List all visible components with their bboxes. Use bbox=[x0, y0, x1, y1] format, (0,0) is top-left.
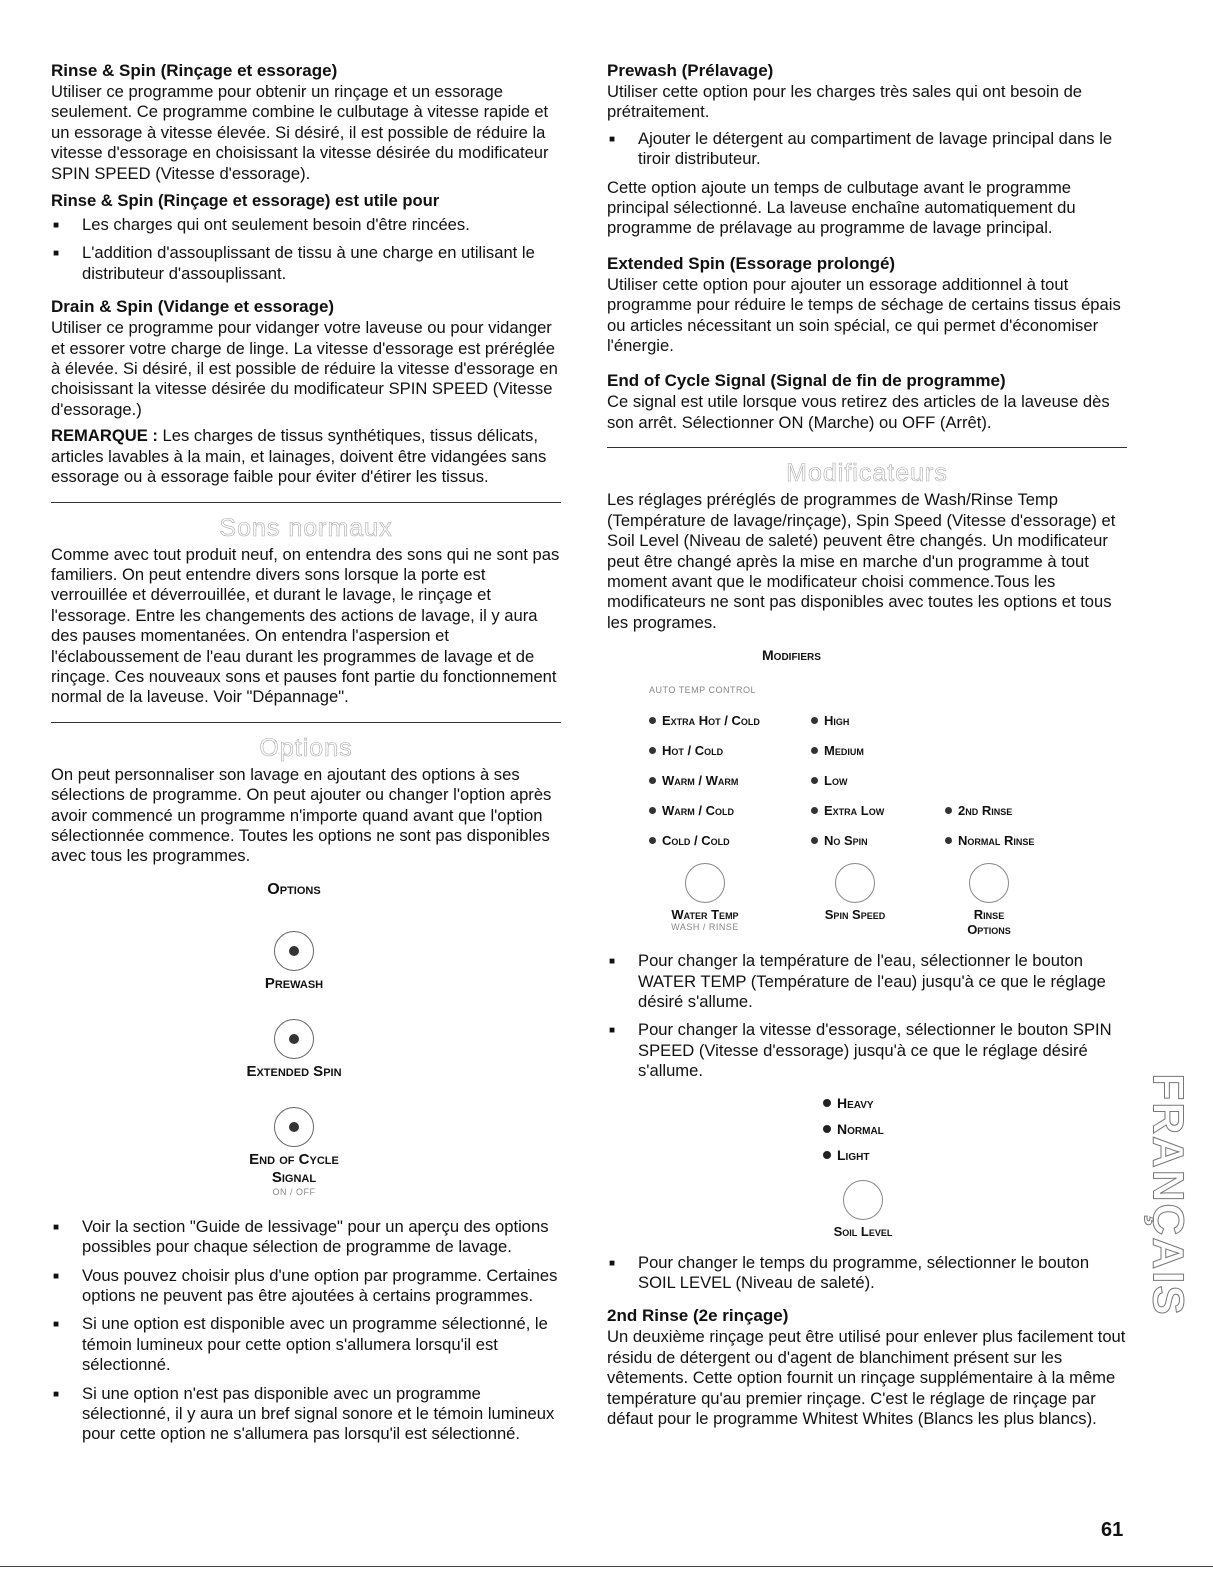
soil-level-label: Soil Level bbox=[833, 1223, 893, 1239]
indicator-light-icon bbox=[289, 1034, 299, 1044]
indicator-light-icon bbox=[649, 747, 656, 754]
rinse-spin-body: Utiliser ce programme pour obtenir un rinçage et un essorage seulement. Ce programme combine le culbutage à vitesse rapide et un essorage à vitesse élevée. Si désiré, il est possible de réduire la vitesse d'essorage en choisissant la vitesse désirée du modificateur SPIN SPEED (Vitesse d'essorage). bbox=[51, 82, 549, 183]
options-panel-title: Options bbox=[267, 880, 321, 898]
indicator-light-icon bbox=[649, 837, 656, 844]
sounds-body: Comme avec tout produit neuf, on entendra des sons qui ne sont pas familiers. On peut entendre divers sons lorsque la porte est verrouillée et déverrouillée, et durant le lavage, le rinçage et l'essorage. Entre les changements des actions de lavage, il y aura des pauses momentanées. On entendra l'aspersion et l'éclaboussement de l'eau durant les programmes de lavage et de rinçage. Ces nouveaux sons et pauses font partie du fonctionnement normal de la laveuse. Voir "Dépannage". bbox=[51, 544, 560, 707]
indicator-light-icon bbox=[289, 1122, 299, 1132]
drain-spin-note bbox=[51, 426, 561, 487]
end-of-cycle-label: End of Cycle bbox=[249, 1150, 339, 1168]
soil-bullets bbox=[607, 1253, 1127, 1294]
page-number: 61 bbox=[1101, 1519, 1124, 1541]
soil-level-button[interactable] bbox=[843, 1180, 883, 1220]
extended-spin-label: Extended Spin bbox=[246, 1062, 342, 1080]
spin-speed-label: Spin Speed bbox=[824, 907, 886, 923]
indicator-light-icon bbox=[811, 717, 818, 724]
list-item: ■ Ajouter le détergent au compartiment de lavage principal dans le tiroir distributeur. bbox=[607, 129, 1127, 170]
indicator-light-icon bbox=[811, 807, 818, 814]
water-temp-sub: WASH / RINSE bbox=[671, 922, 739, 933]
prewash-label: Prewash bbox=[264, 974, 324, 992]
modifier-row bbox=[649, 765, 1127, 795]
modifiers-heading: Modificateurs bbox=[786, 459, 948, 488]
bottom-rule bbox=[0, 1566, 1213, 1567]
options-bullets bbox=[51, 1217, 561, 1445]
rinse-option: 2nd Rinse bbox=[945, 803, 1012, 818]
indicator-light-icon bbox=[811, 747, 818, 754]
indicator-light-icon bbox=[289, 946, 299, 956]
divider bbox=[51, 502, 561, 503]
speed-option: High bbox=[811, 713, 849, 728]
indicator-light-icon bbox=[649, 777, 656, 784]
indicator-light-icon bbox=[945, 837, 952, 844]
list-item: ■ Les charges qui ont seulement besoin d'être rincées. bbox=[51, 215, 561, 235]
indicator-light-icon bbox=[823, 1099, 831, 1107]
options-body: On peut personnaliser son lavage en ajoutant des options à ses sélections de programme. On peut ajouter ou changer l'option après avoir commencé un programme n'importe quand avant que l'option sélectionnée commence. Toutes les options ne sont pas disponibles avec tous les programmes. bbox=[51, 764, 552, 866]
options-label: Options bbox=[967, 922, 1011, 938]
speed-option: Medium bbox=[811, 743, 864, 758]
modifiers-panel-title: Modifiers bbox=[762, 647, 821, 664]
list-item: ■ Voir la section "Guide de lessivage" pour un aperçu des options possibles pour chaque sélection de programme de lavage. bbox=[51, 1217, 561, 1258]
modifier-row bbox=[649, 735, 1127, 765]
speed-option: Low bbox=[811, 773, 847, 788]
indicator-light-icon bbox=[811, 777, 818, 784]
soil-option: Normal bbox=[823, 1116, 1127, 1142]
soil-option: Heavy bbox=[823, 1090, 1127, 1116]
drain-spin-title: Drain & Spin (Vidange et essorage) bbox=[51, 297, 335, 317]
list-item: ■ Pour changer la vitesse d'essorage, sélectionner le bouton SPIN SPEED (Vitesse d'essorage) jusqu'à ce que le réglage désiré s'allume. bbox=[607, 1020, 1127, 1081]
divider bbox=[51, 722, 561, 723]
prewash-body: Utiliser cette option pour les charges très sales qui ont besoin de prétraitement. bbox=[607, 82, 1083, 122]
temp-option: Warm / Cold bbox=[649, 803, 811, 818]
rinse-label: Rinse bbox=[973, 907, 1005, 923]
temp-option: Cold / Cold bbox=[649, 833, 811, 848]
rinse-options-control bbox=[939, 863, 1039, 937]
water-temp-label: Water Temp bbox=[671, 907, 739, 923]
spin-speed-button[interactable] bbox=[835, 863, 875, 903]
indicator-light-icon bbox=[811, 837, 818, 844]
list-item: ■ Vous pouvez choisir plus d'une option par programme. Certaines options ne peuvent pas être ajoutées à certains programmes. bbox=[51, 1266, 561, 1307]
speed-option: Extra Low bbox=[811, 803, 945, 818]
prewash-bullets bbox=[607, 129, 1127, 170]
second-rinse-title: 2nd Rinse (2e rinçage) bbox=[607, 1306, 789, 1326]
prewash-button[interactable] bbox=[274, 931, 314, 971]
indicator-light-icon bbox=[649, 807, 656, 814]
water-temp-button[interactable] bbox=[685, 863, 725, 903]
auto-temp-label: AUTO TEMP CONTROL bbox=[649, 685, 757, 696]
extended-spin-body: Utiliser cette option pour ajouter un essorage additionnel à tout programme pour réduire le temps de séchage de certains tissus épais ou articles nécessitant un soin spécial, ce qui permet d'économiser l'énergie. bbox=[607, 274, 1121, 356]
temp-option: Extra Hot / Cold bbox=[649, 713, 811, 728]
list-item: ■ Pour changer le temps du programme, sélectionner le bouton SOIL LEVEL (Niveau de saleté). bbox=[607, 1253, 1127, 1294]
drain-spin-body: Utiliser ce programme pour vidanger votre laveuse ou pour vidanger et essorer votre charge de linge. La vitesse d'essorage est préréglée à élevée. Si désiré, il est possible de réduire la vitesse d'essorage en choisissant la vitesse désirée du modificateur SPIN SPEED (Vitesse d'essorage.) bbox=[51, 318, 558, 419]
water-temp-control bbox=[655, 863, 755, 937]
rinse-spin-title: Rinse & Spin (Rinçage et essorage) bbox=[51, 61, 338, 80]
prewash-title: Prewash (Prélavage) bbox=[607, 61, 774, 80]
sounds-heading: Sons normaux bbox=[219, 513, 393, 542]
modifier-row bbox=[649, 705, 1127, 735]
speed-option: No Spin bbox=[811, 833, 945, 848]
signal-label: Signal bbox=[271, 1168, 317, 1186]
modifiers-bullets bbox=[607, 951, 1127, 1081]
note-label: REMARQUE : bbox=[51, 426, 158, 446]
indicator-light-icon bbox=[945, 807, 952, 814]
modifier-row bbox=[649, 825, 1127, 855]
options-panel bbox=[27, 881, 561, 1197]
extended-spin-title: Extended Spin (Essorage prolongé) bbox=[607, 253, 896, 273]
list-item: ■ Si une option n'est pas disponible avec un programme sélectionné, il y aura un bref signal sonore et le témoin lumineux pour cette option ne s'allumera pas lorsqu'il est sélectionné. bbox=[51, 1384, 561, 1445]
modifier-row bbox=[649, 795, 1127, 825]
indicator-light-icon bbox=[649, 717, 656, 724]
divider bbox=[607, 447, 1127, 448]
list-item: ■ Si une option est disponible avec un programme sélectionné, le témoin lumineux pour cette option s'allumera lorsqu'il est sélectionné. bbox=[51, 1314, 561, 1375]
end-of-cycle-signal-button[interactable] bbox=[274, 1107, 314, 1147]
end-signal-title: End of Cycle Signal (Signal de fin de programme) bbox=[607, 371, 1006, 391]
temp-option: Hot / Cold bbox=[649, 743, 811, 758]
prewash-body-2: Cette option ajoute un temps de culbutage avant le programme principal sélectionné. La laveuse enchaîne automatiquement du programme de prélavage au programme de lavage principal. bbox=[607, 177, 1076, 238]
list-item: ■ Pour changer la température de l'eau, sélectionner le bouton WATER TEMP (Température de l'eau) jusqu'à ce que le réglage désiré s'allume. bbox=[607, 951, 1127, 1012]
rinse-options-button[interactable] bbox=[969, 863, 1009, 903]
rinse-spin-bullets bbox=[51, 215, 561, 284]
second-rinse-body: Un deuxième rinçage peut être utilisé pour enlever plus facilement tout résidu de détergent ou d'agent de blanchiment présent sur les vêtements. Cette option fournit un rinçage supplémentaire à la même température qu'au premier rinçage. C'est le réglage de rinçage par défaut pour le programme Whitest Whites (Blancs les plus blancs). bbox=[607, 1327, 1126, 1428]
indicator-light-icon bbox=[823, 1125, 831, 1133]
left-column bbox=[51, 60, 561, 1453]
language-side-tab bbox=[1144, 1040, 1194, 1350]
rinse-option: Normal Rinse bbox=[945, 833, 1034, 848]
options-heading: Options bbox=[259, 733, 353, 762]
side-tab-label: FRANÇAIS bbox=[1144, 1073, 1194, 1317]
soil-option: Light bbox=[823, 1142, 1127, 1168]
soil-level-panel bbox=[823, 1090, 1127, 1239]
temp-option: Warm / Warm bbox=[649, 773, 811, 788]
modifiers-body: Les réglages préréglés de programmes de Wash/Rinse Temp (Température de lavage/rinçage), Spin Speed (Vitesse d'essorage) et Soil Level (Niveau de saleté) peuvent être changés. Un modificateur peut être changé après la mise en marche d'un programme à tout moment avant que le modificateur choisi commence.Tous les modificateurs ne sont pas disponibles avec toutes les options et tous les programes. bbox=[607, 490, 1116, 632]
right-column bbox=[607, 60, 1127, 1429]
extended-spin-button[interactable] bbox=[274, 1019, 314, 1059]
spin-speed-control bbox=[805, 863, 905, 937]
end-signal-body: Ce signal est utile lorsque vous retirez des articles de la laveuse dès son arrêt. Sélectionner ON (Marche) ou OFF (Arrêt). bbox=[607, 392, 1110, 432]
note-text: Les charges de tissus synthétiques, tissus délicats, articles lavables à la main, et lainages, doivent être vidangées sans essorage ou à essorage faible pour éviter d'étirer les tissus. bbox=[51, 426, 547, 487]
rinse-spin-subtitle: Rinse & Spin (Rinçage et essorage) est utile pour bbox=[51, 191, 440, 211]
indicator-light-icon bbox=[823, 1151, 831, 1159]
list-item: ■ L'addition d'assouplissant de tissu à une charge en utilisant le distributeur d'assouplissant. bbox=[51, 243, 561, 284]
modifiers-panel bbox=[607, 647, 1127, 937]
on-off-label: ON / OFF bbox=[272, 1186, 316, 1197]
